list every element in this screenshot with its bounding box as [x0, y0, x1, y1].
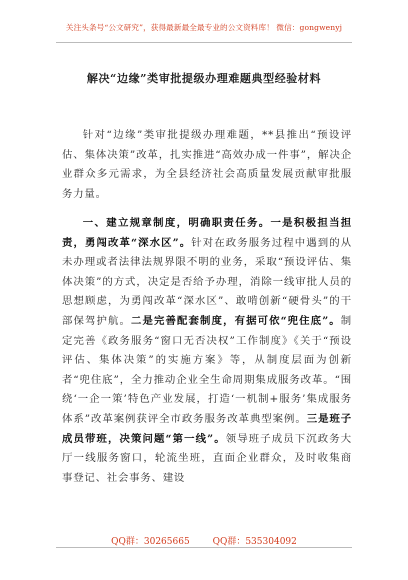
- paragraph-intro-text: 针对“边缘”类审批提级办理难题，**县推出“预设评估、集体决策”改革，扎实推进“高效办成一件事”，解决企业群众多元需求，为全县经济社会高质量发展贡献审批服务力量。: [62, 129, 352, 200]
- footer-divider: [56, 547, 352, 548]
- paragraph-intro: [62, 126, 352, 204]
- header-divider: [56, 42, 352, 43]
- qq-group-1: QQ群：30265665: [111, 537, 190, 547]
- lead-sentence-2: 二是完善配套制度，有据可依“兜住底”。: [131, 314, 341, 327]
- header-banner: 关注头条号“公文研究”，获得最新最全最专业的公文资料库！ 微信：gongwenyj: [65, 23, 343, 32]
- lead-sentence-3: 三是班子成员带班，决策问题“第一线”。: [62, 412, 352, 445]
- qq-group-2: QQ群：535304092: [212, 537, 297, 547]
- section-heading: 一、建立规章制度，明确职责任务。: [82, 217, 271, 229]
- footer-contact: [0, 534, 408, 547]
- body-sentence-3: 领导班子成员下沉政务大厅一线服务窗口，轮流坐班，直面企业群众，及时收集商事登记、社会事务、建设: [62, 432, 352, 484]
- body-sentence-1: 针对在政务服务过程中遇到的从未办理或者法律法规界限不明的业务，采取“预设评估、集体决策”的方式，决定是否给予办理，消除一线审批人员的思想顾虑，为勇闯改革“深水区”、敢啃创新“硬骨头”的干部保驾护航。: [62, 236, 352, 327]
- document-title: 解决“边缘”类审批提级办理难题典型经验材料: [86, 72, 322, 85]
- paragraph-section-one: [62, 214, 352, 488]
- body-sentence-2: 制定完善《政务服务“窗口无否决权”工作制度》《关于“预设评估、集体决策”的实施方案》等，从制度层面为创新者“兜住底”，全力推动企业全生命周期集成服务改革。“围绕‘一企一策’特色产业发展，打造‘一机制+服务’集成服务体系”改革案例获评全市政务服务改革典型案例。: [62, 314, 352, 425]
- lead-sentence-1: 一是积极担当担责，勇闯改革“深水区”。: [62, 217, 352, 249]
